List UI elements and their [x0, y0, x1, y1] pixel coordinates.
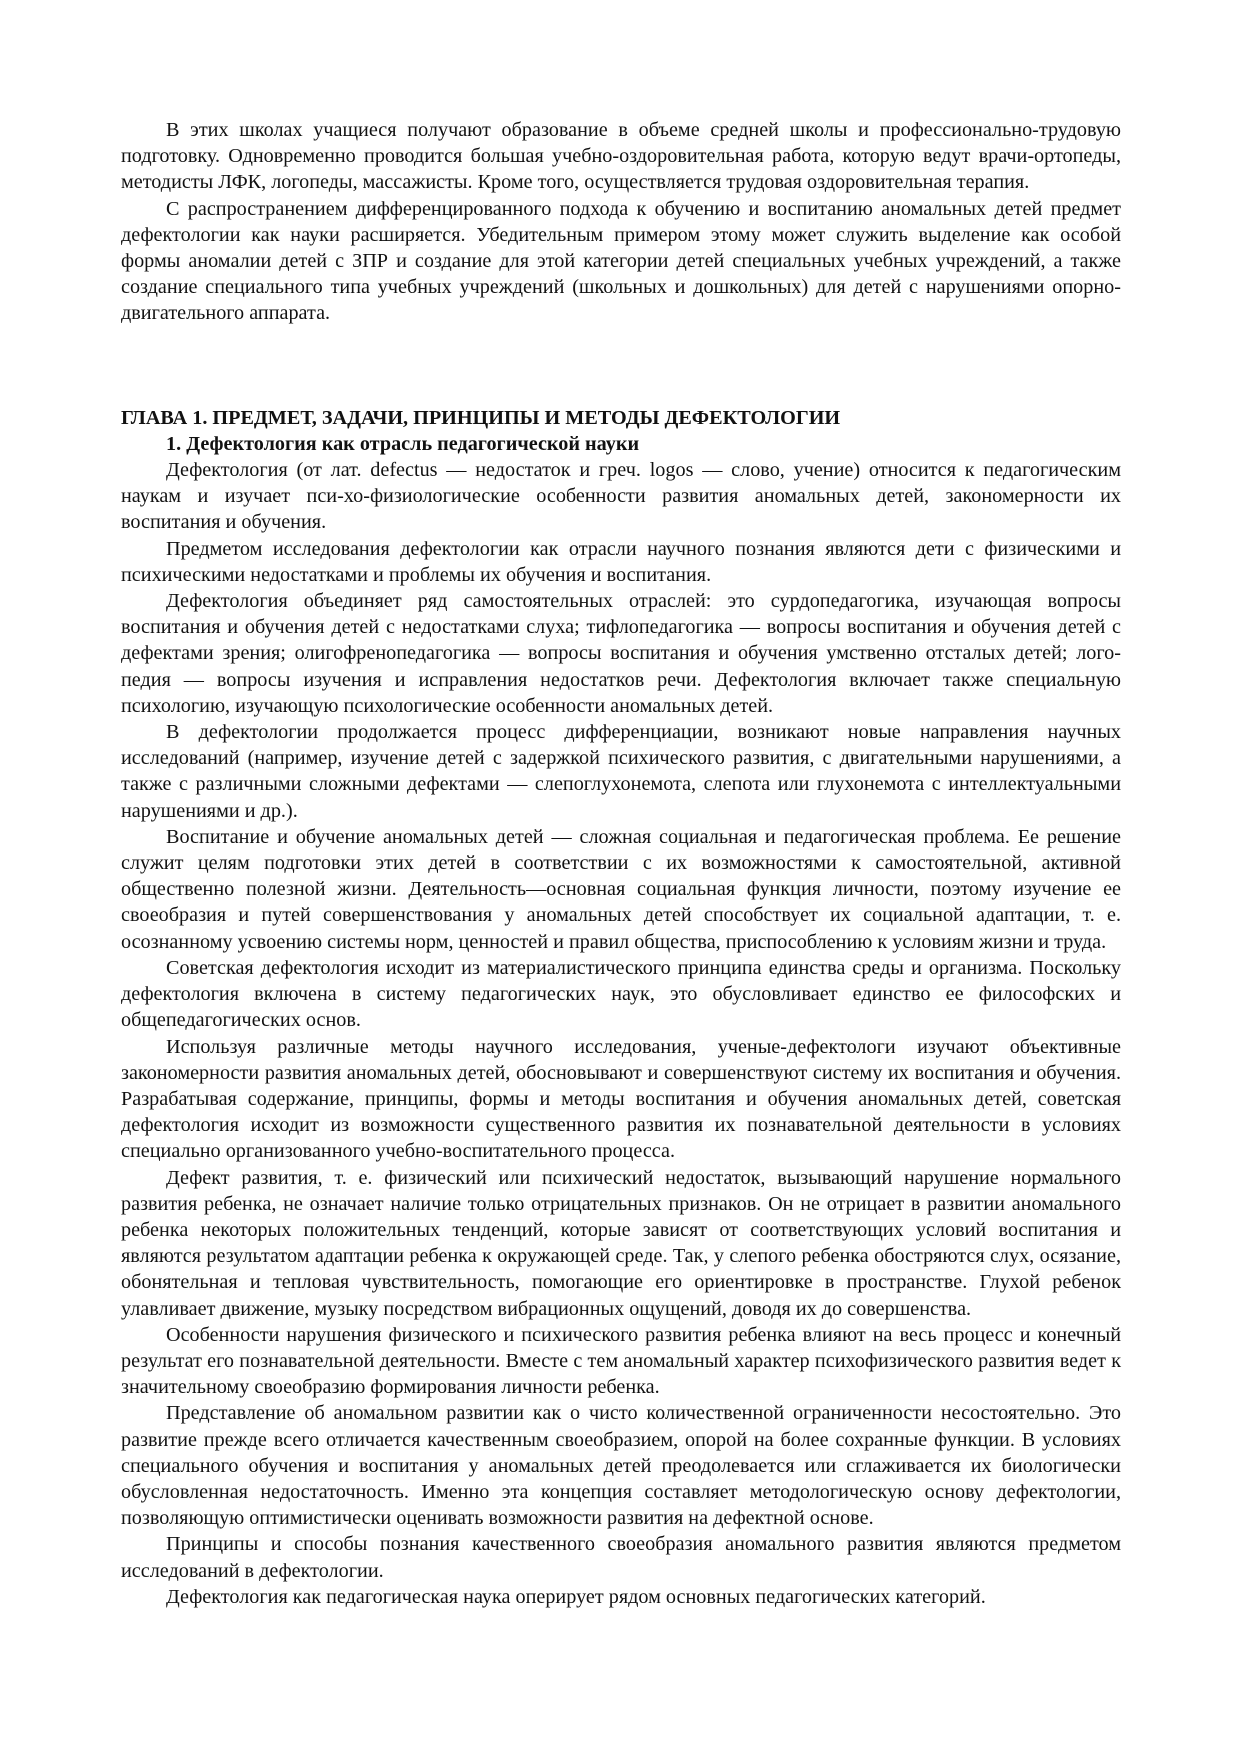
- paragraph: Особенности нарушения физического и психического развития ребенка влияют на весь процесс и конечный результат его познавательной деятельности. Вместе с тем аномальный характер психофизического развития ведет к значительному своеобразию формирования личности ребенка.: [121, 1323, 1121, 1399]
- paragraph: Дефект развития, т. е. физический или психический недостаток, вызывающий нарушение нормального развития ребенка, не означает наличие только отрицательных признаков. Он не отрицает в развитии аномального ребенка некоторых положительных тенденций, которые зависят от соответствующих условий воспитания и являются результатом адаптации ребенка к окружающей среде. Так, у слепого ребенка обостряются слух, осязание, обонятельная и тепловая чувствительность, помогающие его ориентировке в пространстве. Глухой ребенок улавливает движение, музыку посредством вибрационных ощущений, доводя их до совершенства.: [121, 1166, 1121, 1320]
- paragraph: Дефектология объединяет ряд самостоятельных отраслей: это сурдопедагогика, изучающая вопросы воспитания и обучения детей с недостатками слуха; тифлопедагогика — вопросы воспитания и обучения детей с дефектами зрения; олигофренопедагогика — вопросы воспитания и обучения умственно отсталых детей; лого-педия — вопросы изучения и исправления недостатков речи. Дефектология включает также специальную психологию, изучающую психологические особенности аномальных детей.: [121, 590, 1121, 717]
- paragraph: Советская дефектология исходит из материалистического принципа единства среды и организма. Поскольку дефектология включена в систему педагогических наук, это обусловливает единство ее философских и общепедагогических основ.: [121, 956, 1121, 1032]
- paragraph: Используя различные методы научного исследования, ученые-дефектологи изучают объективные закономерности развития аномальных детей, обосновывают и совершенствуют систему их воспитания и обучения. Разрабатывая содержание, принципы, формы и методы воспитания и обучения аномальных детей, советская дефектология исходит из возможности существенного развития их познавательной деятельности в условиях специально организованного учебно-воспитательного процесса.: [121, 1035, 1121, 1163]
- paragraph: Воспитание и обучение аномальных детей — сложная социальная и педагогическая проблема. Ее решение служит целям подготовки этих детей в соответствии с их возможностями к самостоятельной, активной общественно полезной жизни. Деятельность—основная социальная функция личности, поэтому изучение ее своеобразия и путей совершенствования у аномальных детей способствует их социальной адаптации, т. е. осознанному усвоению системы норм, ценностей и правил общества, приспособлению к условиям жизни и труда.: [121, 825, 1121, 953]
- paragraph: Принципы и способы познания качественного своеобразия аномального развития являются предметом исследований в дефектологии.: [121, 1533, 1121, 1582]
- chapter-title: ГЛАВА 1. ПРЕДМЕТ, ЗАДАЧИ, ПРИНЦИПЫ И МЕТОДЫ ДЕФЕКТОЛОГИИ: [121, 406, 841, 429]
- paragraph: Предметом исследования дефектологии как отрасли научного познания являются дети с физическими и психическими недостатками и проблемы их обучения и воспитания.: [121, 537, 1121, 586]
- paragraph: Дефектология как педагогическая наука оперирует рядом основных педагогических категорий.: [166, 1585, 986, 1608]
- paragraph: В дефектологии продолжается процесс дифференциации, возникают новые направления научных исследований (например, изучение детей с задержкой психического развития, с двигательными нарушениями, а также с различными сложными дефектами — слепоглухонемота, слепота или глухонемота с интеллектуальными нарушениями и др.).: [121, 721, 1121, 822]
- paragraph: Дефектология (от лат. defectus — недостаток и греч. logos — слово, учение) относится к педагогическим наукам и изучает пси-хо-физиологические особенности развития аномальных детей, закономерности их воспитания и обучения.: [121, 459, 1121, 534]
- section-title: 1. Дефектология как отрасль педагогической науки: [166, 432, 640, 455]
- paragraph: В этих школах учащиеся получают образование в объеме средней школы и профессионально-трудовую подготовку. Одновременно проводится большая учебно-оздоровительная работа, которую ведут врачи-ортопеды, методисты ЛФК, логопеды, массажисты. Кроме того, осуществляется трудовая оздоровительная терапия.: [121, 119, 1121, 194]
- intro-section: [121, 117, 1121, 327]
- page-content: [121, 117, 1121, 1610]
- paragraph: Представление об аномальном развитии как о чисто количественной ограниченности несостоятельно. Это развитие прежде всего отличается качественным своеобразием, опорой на более сохранные функции. В условиях специального обучения и воспитания у аномальных детей преодолевается или сглаживается их биологически обусловленная недостаточность. Именно эта концепция составляет методологическую основу дефектологии, позволяющую оптимистически оценивать возможности развития на дефектной основе.: [121, 1402, 1121, 1530]
- chapter-section: [121, 405, 1121, 1610]
- paragraph: С распространением дифференцированного подхода к обучению и воспитанию аномальных детей предмет дефектологии как науки расширяется. Убедительным примером этому может служить выделение как особой формы аномалии детей с ЗПР и создание для этой категории детей специальных учебных учреждений, а также создание специального типа учебных учреждений (школьных и дошкольных) для детей с нарушениями опорно-двигательного аппарата.: [121, 197, 1121, 325]
